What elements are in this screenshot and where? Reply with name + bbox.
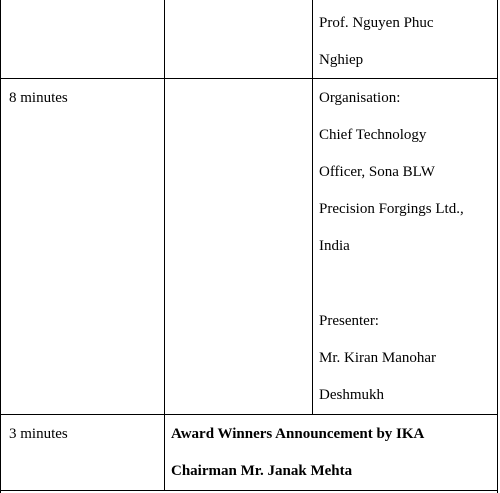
row-2-details-line-7: Presenter: — [319, 313, 379, 329]
table-border-right — [497, 0, 498, 493]
table-border-left — [0, 0, 1, 493]
row-2-details-line-9: Deshmukh — [319, 387, 384, 403]
row-2-details-line-1: Organisation: — [319, 90, 401, 106]
row-3-session-line-2: Chairman Mr. Janak Mehta — [171, 463, 353, 479]
column-divider — [312, 0, 313, 415]
row-1-details-line-1: Prof. Nguyen Phuc — [319, 15, 434, 31]
row-3-session-line-1: Award Winners Announcement by IKA — [171, 426, 425, 442]
row-divider — [0, 414, 498, 415]
row-divider — [0, 78, 498, 79]
row-2-details-line-4: Precision Forgings Ltd., — [319, 201, 464, 217]
row-2-details-line-3: Officer, Sona BLW — [319, 164, 435, 180]
table-border-bottom — [0, 490, 498, 491]
row-2-details-line-8: Mr. Kiran Manohar — [319, 350, 437, 366]
column-divider — [164, 0, 165, 491]
row-2-duration: 8 minutes — [9, 90, 68, 106]
row-3-duration: 3 minutes — [9, 426, 68, 442]
row-2-details-line-5: India — [319, 238, 350, 254]
row-2-details-line-2: Chief Technology — [319, 127, 427, 143]
row-1-details-line-2: Nghiep — [319, 52, 364, 68]
